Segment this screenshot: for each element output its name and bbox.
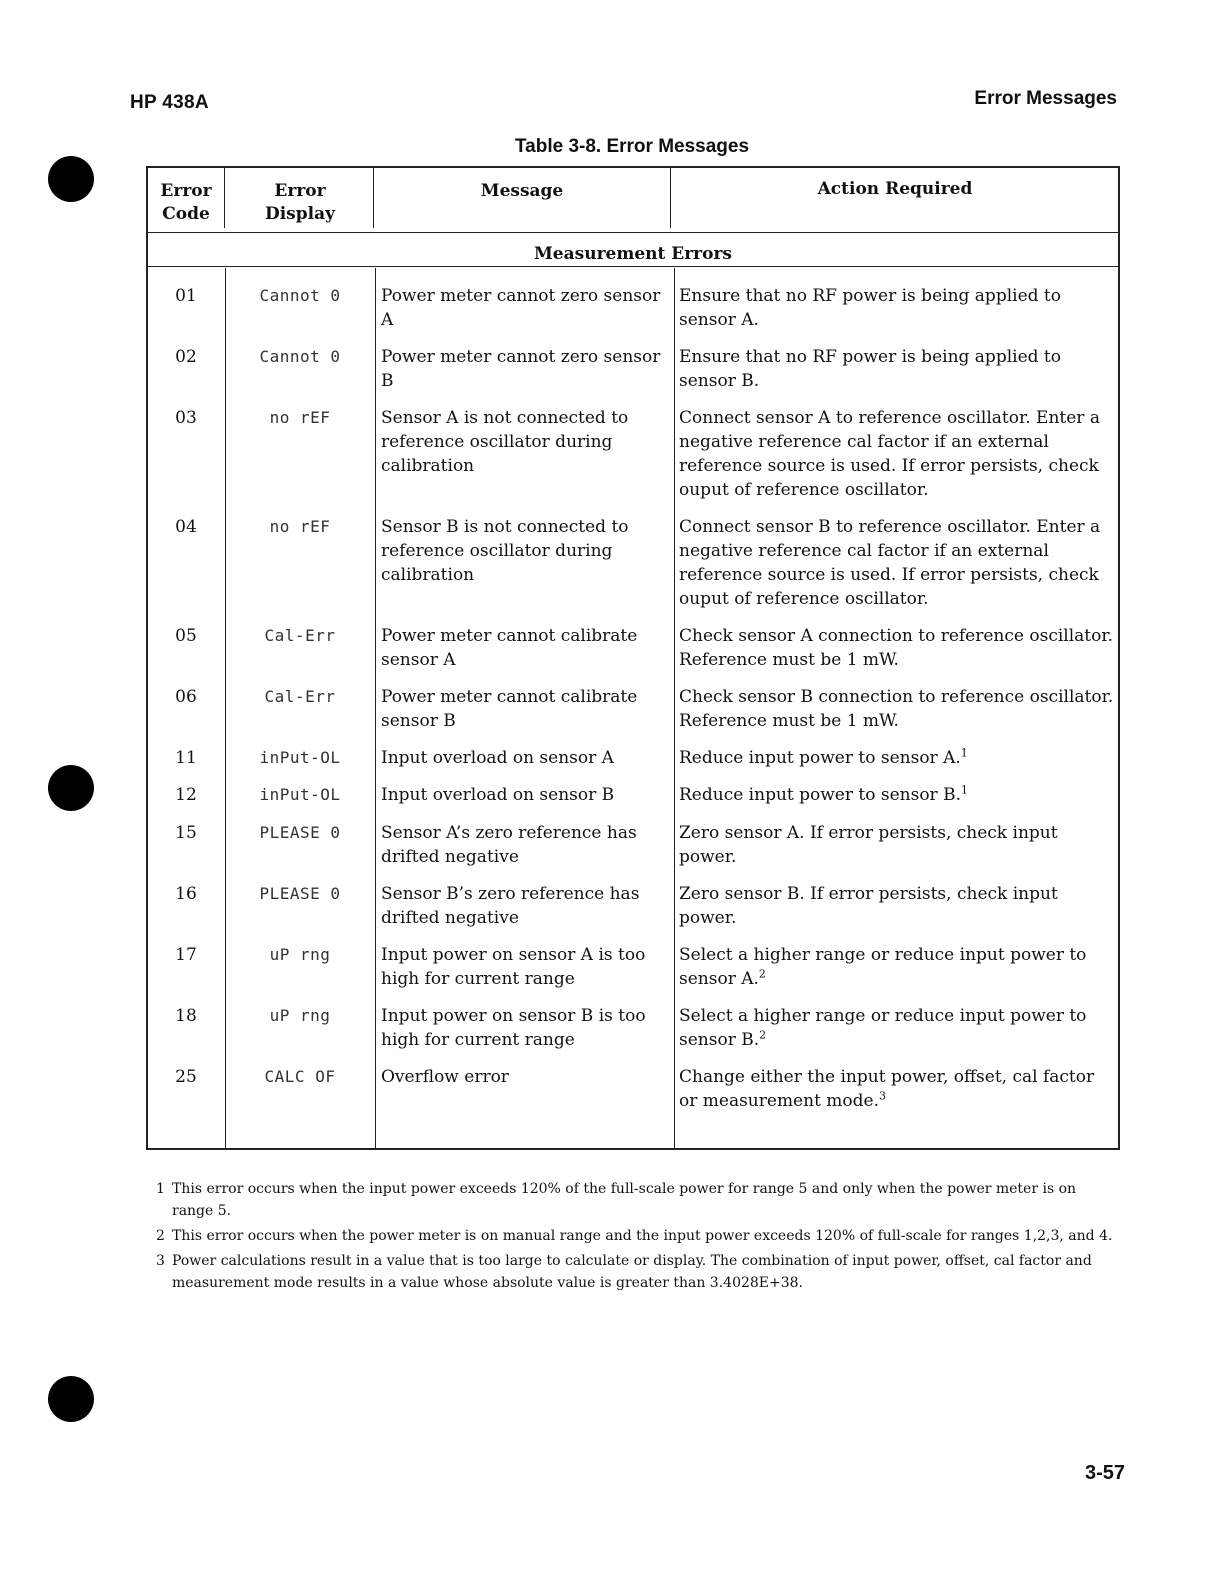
error-message: Sensor A is not connected to reference oscillator during calibration (381, 408, 629, 476)
error-message: Power meter cannot calibrate sensor B (381, 687, 638, 731)
table-title: Table 3-8. Error Messages (514, 136, 750, 157)
action-required: Check sensor B connection to reference oscillator. Reference must be 1 mW. (679, 687, 1114, 731)
error-code: 05 (175, 626, 197, 646)
error-message: Input overload on sensor A (381, 748, 614, 768)
footnote-ref: 3 (879, 1089, 887, 1103)
error-message: Input overload on sensor B (381, 785, 615, 805)
error-message: Power meter cannot calibrate sensor A (381, 626, 638, 670)
error-message: Input power on sensor A is too high for current range (381, 945, 646, 989)
error-display: Cal-Err (264, 626, 336, 645)
col-divider (375, 268, 376, 1148)
error-message: Sensor A’s zero reference has drifted negative (381, 823, 637, 867)
footnote-ref: 1 (960, 746, 968, 760)
footnote-text: This error occurs when the power meter is on manual range and the input power exceeds 120% of full-scale for ranges 1,2,3, and 4. (172, 1228, 1113, 1244)
footnotes (156, 1178, 1116, 1297)
action-required: Select a higher range or reduce input power to sensor B.$^2$ (679, 1006, 1087, 1050)
action-required: Ensure that no RF power is being applied to sensor A. (679, 286, 1061, 330)
error-display: Cal-Err (264, 687, 336, 706)
binder-hole-top (48, 156, 94, 202)
footnote-ref: 1 (960, 783, 968, 797)
error-message: Power meter cannot zero sensor A (381, 286, 661, 330)
footnote-text: This error occurs when the input power exceeds 120% of the full-scale power for range 5 and only when the power meter is on range 5. (172, 1181, 1077, 1219)
error-display: inPut-OL (259, 748, 341, 767)
error-display: inPut-OL (259, 785, 341, 804)
error-display: Cannot 0 (259, 286, 341, 305)
error-display: no rEF (269, 517, 331, 536)
chapter-header: Error Messages (974, 88, 1117, 109)
header-divider (148, 232, 1118, 233)
action-required: Reduce input power to sensor A.$^1$ (679, 746, 968, 768)
binder-hole-middle (48, 765, 94, 811)
col-head-action: Action Required (817, 179, 973, 199)
error-message: Overflow error (381, 1067, 509, 1087)
footnote-ref: 2 (758, 967, 766, 981)
action-required: Ensure that no RF power is being applied to sensor B. (679, 347, 1061, 391)
action-required: Reduce input power to sensor B.$^1$ (679, 783, 968, 805)
action-required: Change either the input power, offset, cal factor or measurement mode.$^3$ (679, 1067, 1095, 1111)
footnote-number: 1 (156, 1181, 165, 1197)
manual-model-header: HP 438A (130, 92, 209, 113)
error-display: PLEASE 0 (259, 884, 341, 903)
error-code: 16 (175, 884, 197, 904)
error-code: 25 (175, 1067, 197, 1087)
error-display: PLEASE 0 (259, 823, 341, 842)
col-head-display: Error Display (264, 181, 335, 224)
error-messages-table (146, 166, 1120, 1150)
action-required: Zero sensor B. If error persists, check input power. (679, 884, 1058, 928)
error-display: CALC OF (264, 1067, 336, 1086)
col-head-message: Message (480, 181, 564, 201)
footnote-number: 2 (156, 1228, 165, 1244)
error-message: Sensor B’s zero reference has drifted negative (381, 884, 640, 928)
col-divider (674, 268, 675, 1148)
footnote-number: 3 (156, 1253, 165, 1269)
error-code: 03 (175, 408, 197, 428)
footnote-text: Power calculations result in a value that is too large to calculate or display. The combination of input power, offset, cal factor and measurement mode results in a value whose absolute value is greater than 3.4028E+38. (172, 1253, 1092, 1291)
footnote-ref: 2 (759, 1028, 767, 1042)
col-head-code: Error Code (160, 181, 212, 224)
error-code: 17 (175, 945, 197, 965)
action-required: Zero sensor A. If error persists, check input power. (679, 823, 1058, 867)
section-divider (148, 266, 1118, 267)
footnote (156, 1225, 1116, 1247)
page-number: 3-57 (1084, 1462, 1125, 1484)
error-display: no rEF (269, 408, 331, 427)
error-message: Power meter cannot zero sensor B (381, 347, 661, 391)
error-message: Input power on sensor B is too high for current range (381, 1006, 646, 1050)
error-code: 12 (175, 785, 197, 805)
error-code: 06 (175, 687, 197, 707)
footnote (156, 1250, 1116, 1294)
col-divider (670, 168, 671, 228)
error-display: uP rng (269, 1006, 331, 1025)
error-message: Sensor B is not connected to reference oscillator during calibration (381, 517, 629, 585)
action-required: Select a higher range or reduce input power to sensor A.$^2$ (679, 945, 1087, 989)
binder-hole-bottom (48, 1376, 94, 1422)
error-code: 04 (175, 517, 197, 537)
action-required: Connect sensor B to reference oscillator. Enter a negative reference cal factor if an external reference source is used. If error persists, check ouput of reference oscillator. (679, 517, 1101, 609)
action-required: Check sensor A connection to reference oscillator. Reference must be 1 mW. (679, 626, 1114, 670)
action-required: Connect sensor A to reference oscillator. Enter a negative reference cal factor if an external reference source is used. If error persists, check ouput of reference oscillator. (679, 408, 1100, 500)
error-code: 11 (175, 748, 197, 768)
error-code: 01 (175, 286, 197, 306)
error-code: 15 (175, 823, 197, 843)
col-divider (224, 168, 225, 228)
error-code: 18 (175, 1006, 197, 1026)
section-title: Measurement Errors (533, 244, 733, 264)
footnote (156, 1178, 1116, 1222)
error-code: 02 (175, 347, 197, 367)
error-display: Cannot 0 (259, 347, 341, 366)
error-display: uP rng (269, 945, 331, 964)
